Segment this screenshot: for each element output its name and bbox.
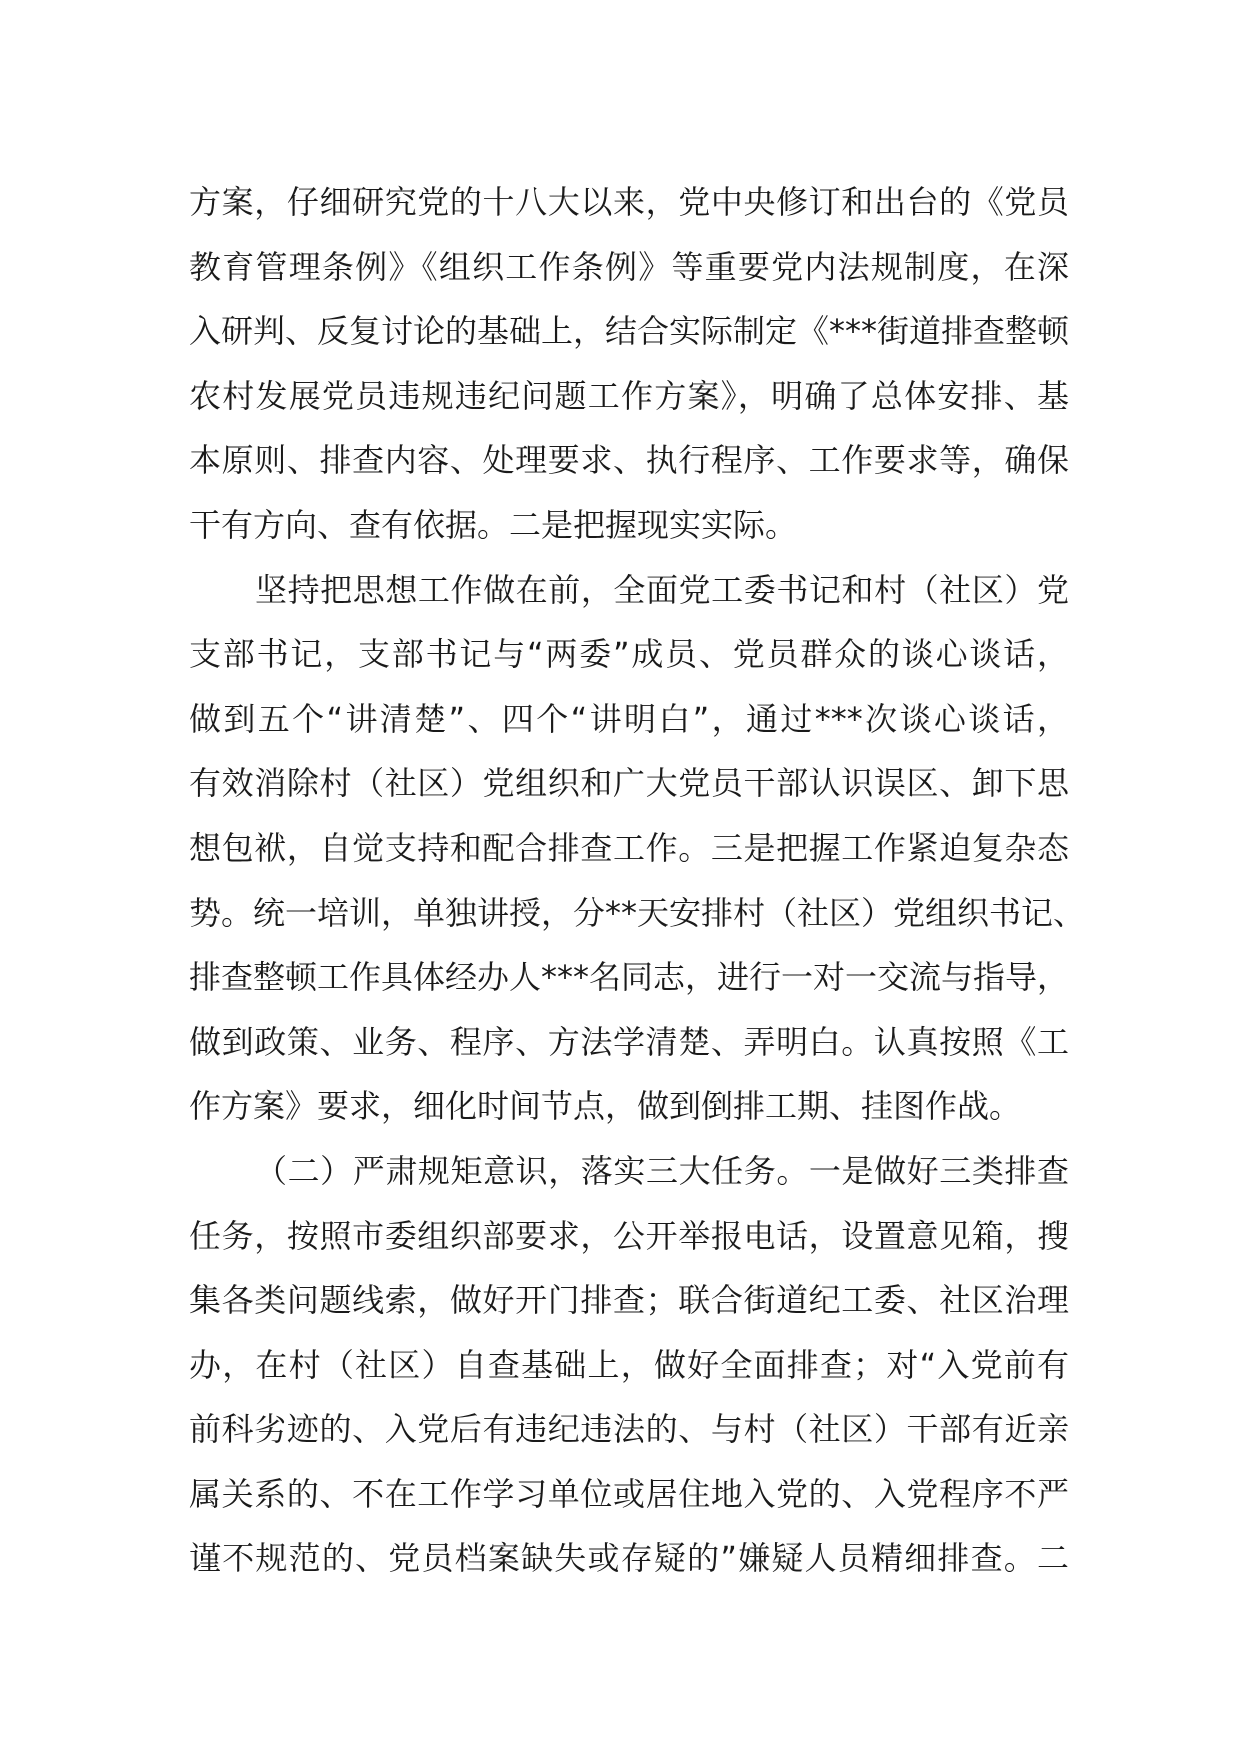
text-line: 谨不规范的、党员档案缺失或存疑的”嫌疑人员精细排查。二: [189, 1539, 1069, 1578]
text-line: 农村发展党员违规违纪问题工作方案》，明确了总体安排、基: [189, 376, 1069, 415]
text-line: 做到五个“讲清楚”、四个“讲明白”，通过***次谈心谈话，: [189, 699, 1069, 738]
text-line: 干有方向、查有依据。二是把握现实实际。: [189, 505, 798, 544]
text-line: 作方案》要求，细化时间节点，做到倒排工期、挂图作战。: [189, 1087, 1022, 1126]
text-line: 前科劣迹的、入党后有违纪违法的、与村（社区）干部有近亲: [189, 1410, 1069, 1449]
text-line: 有效消除村（社区）党组织和广大党员干部认识误区、卸下思: [189, 764, 1069, 803]
text-line: 势。统一培训，单独讲授，分**天安排村（社区）党组织书记、: [189, 893, 1086, 932]
text-line: 做到政策、业务、程序、方法学清楚、弄明白。认真按照《工: [189, 1022, 1069, 1061]
text-line: 属关系的、不在工作学习单位或居住地入党的、入党程序不严: [189, 1474, 1069, 1513]
body-text: [189, 170, 1086, 1591]
text-line: 任务，按照市委组织部要求，公开举报电话，设置意见箱，搜: [189, 1216, 1069, 1255]
text-line: 本原则、排查内容、处理要求、执行程序、工作要求等，确保: [189, 441, 1069, 480]
text-line: 入研判、反复讨论的基础上，结合实际制定《***街道排查整顿: [189, 312, 1070, 351]
text-line: 想包袱，自觉支持和配合排查工作。三是把握工作紧迫复杂态: [189, 828, 1069, 867]
text-line: 集各类问题线索，做好开门排查；联合街道纪工委、社区治理: [189, 1281, 1069, 1320]
text-line: 支部书记，支部书记与“两委”成员、党员群众的谈心谈话，: [189, 635, 1069, 674]
text-line: 办，在村（社区）自查基础上，做好全面排查；对“入党前有: [189, 1345, 1069, 1384]
paragraph-start-line: 坚持把思想工作做在前，全面党工委书记和村（社区）党: [255, 570, 1069, 609]
text-line: 排查整顿工作具体经办人***名同志，进行一对一交流与指导，: [189, 958, 1070, 997]
text-line: 方案，仔细研究党的十八大以来，党中央修订和出台的《党员: [189, 183, 1069, 221]
text-line: 教育管理条例》《组织工作条例》等重要党内法规制度，在深: [189, 247, 1069, 286]
paragraph-start-line: （二）严肃规矩意识，落实三大任务。一是做好三类排查: [255, 1151, 1069, 1190]
